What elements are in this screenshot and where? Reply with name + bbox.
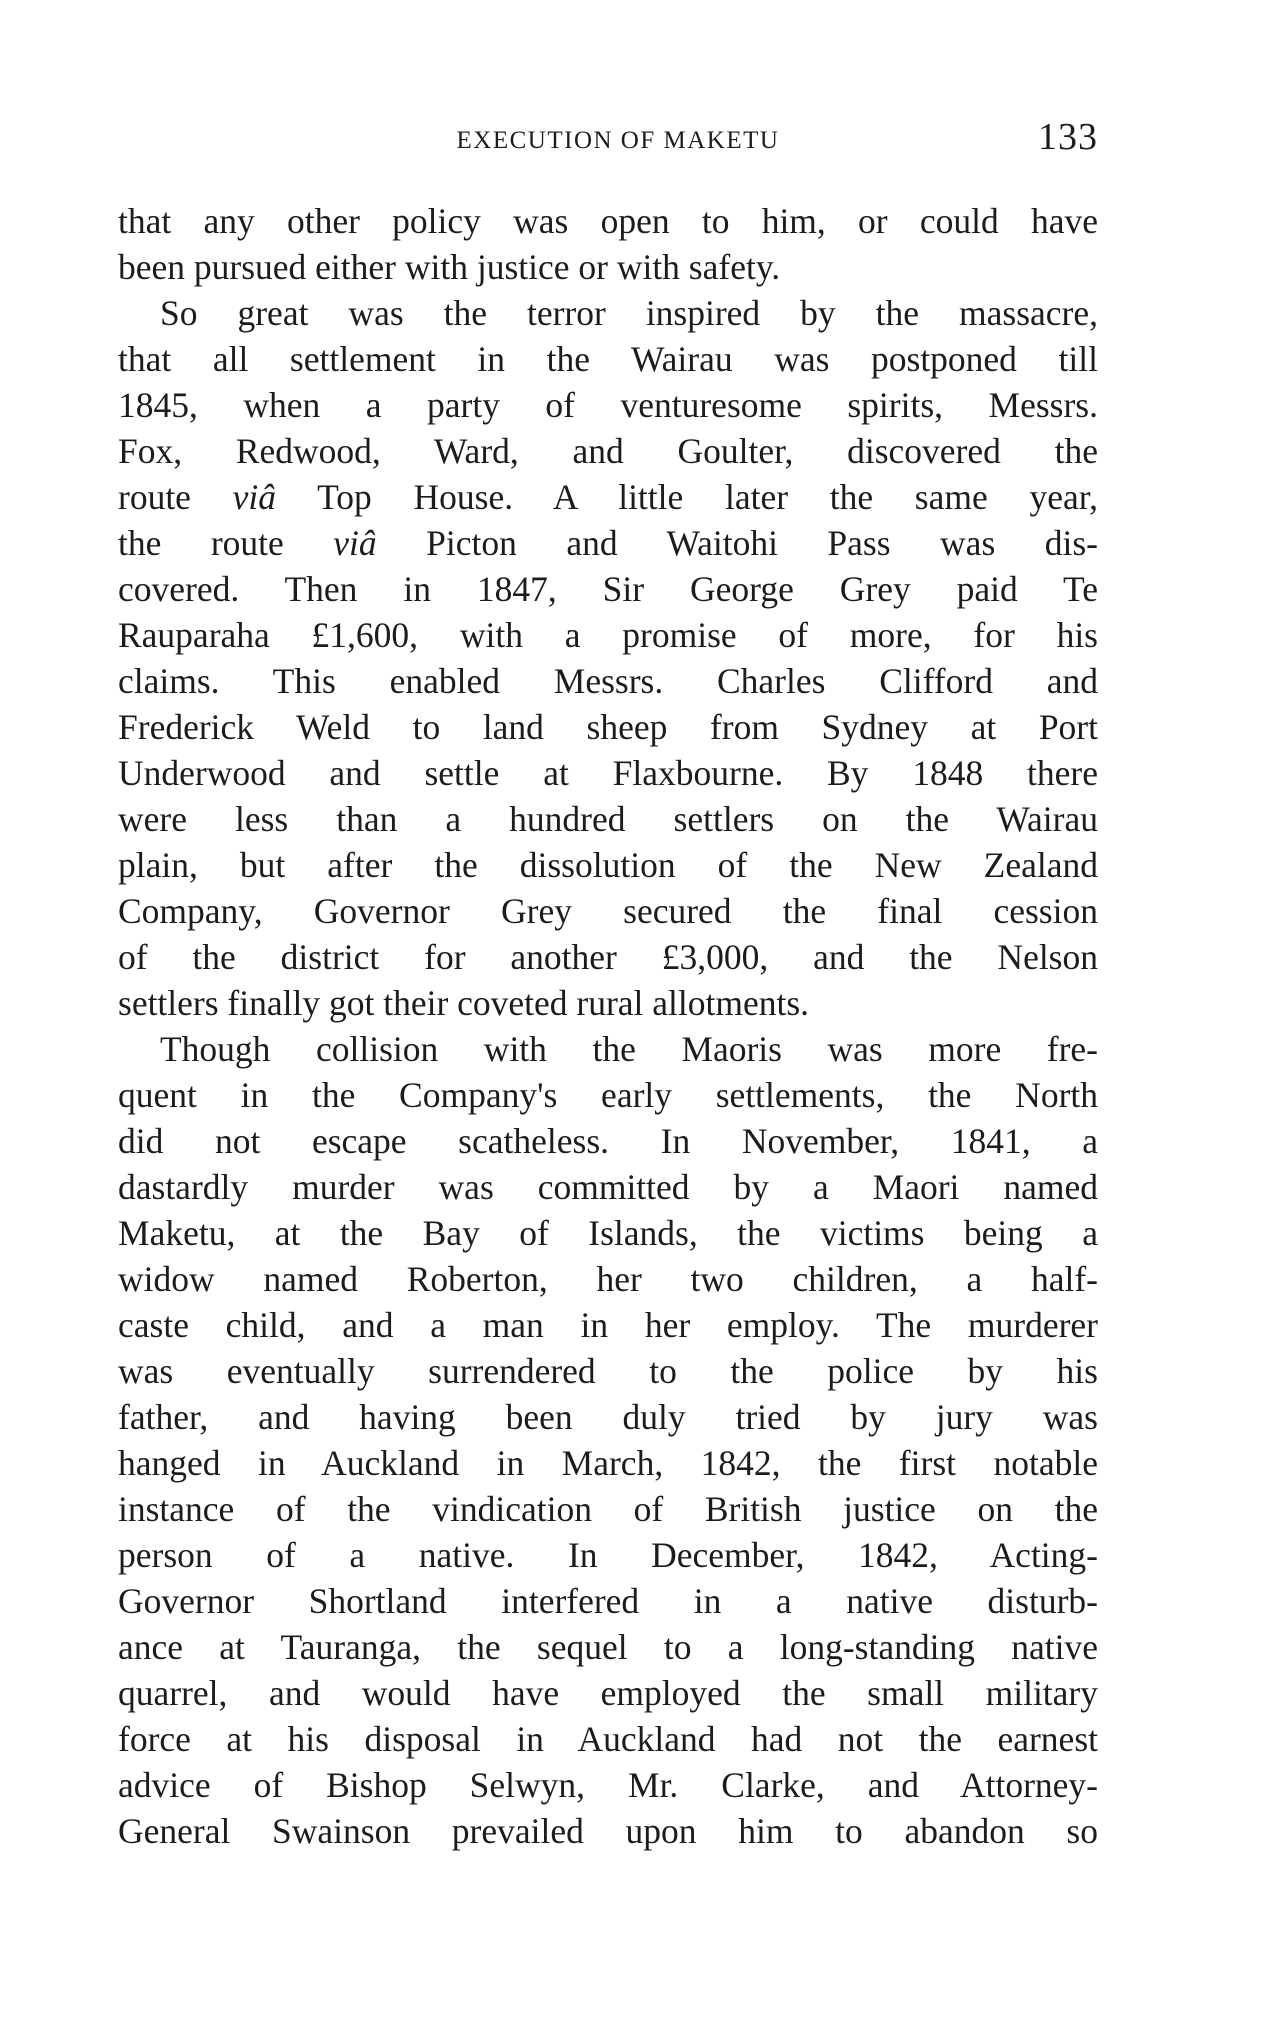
text-line: dastardly murder was committed by a Maori named <box>118 1167 1098 1207</box>
text-line: General Swainson prevailed upon him to abandon so <box>118 1811 1098 1851</box>
text-line: force at his disposal in Auckland had not the earnest <box>118 1719 1098 1759</box>
text-line: settlers finally got their coveted rural allotments. <box>118 983 810 1023</box>
text-line: quarrel, and would have employed the small military <box>118 1673 1098 1713</box>
body-text <box>118 198 1098 1854</box>
text-line: Company, Governor Grey secured the final cession <box>118 891 1098 931</box>
text-line: Rauparaha £1,600, with a promise of more, for his <box>118 615 1098 655</box>
text-line: route viâ Top House. A little later the same year, <box>118 477 1098 517</box>
text-line: hanged in Auckland in March, 1842, the first notable <box>118 1443 1098 1483</box>
text-line: covered. Then in 1847, Sir George Grey paid Te <box>118 569 1098 609</box>
text-line: Though collision with the Maoris was more fre- <box>160 1029 1098 1069</box>
text-line: been pursued either with justice or with safety. <box>118 247 781 287</box>
text-line: advice of Bishop Selwyn, Mr. Clarke, and Attorney- <box>118 1765 1098 1805</box>
text-line: 1845, when a party of venturesome spirits, Messrs. <box>118 385 1098 425</box>
text-line: Fox, Redwood, Ward, and Goulter, discovered the <box>118 431 1098 471</box>
text-line: plain, but after the dissolution of the New Zealand <box>118 845 1098 885</box>
text-line: did not escape scatheless. In November, 1841, a <box>118 1121 1098 1161</box>
text-line: Maketu, at the Bay of Islands, the victims being a <box>118 1213 1098 1253</box>
text-line: caste child, and a man in her employ. The murderer <box>118 1305 1098 1345</box>
text-line: person of a native. In December, 1842, Acting- <box>118 1535 1098 1575</box>
text-line: ance at Tauranga, the sequel to a long-standing native <box>118 1627 1098 1667</box>
text-line: Frederick Weld to land sheep from Sydney at Port <box>118 707 1098 747</box>
text-line: Underwood and settle at Flaxbourne. By 1848 there <box>118 753 1098 793</box>
text-line: quent in the Company's early settlements, the North <box>118 1075 1098 1115</box>
text-line: father, and having been duly tried by jury was <box>118 1397 1098 1437</box>
running-head <box>118 118 1098 166</box>
text-line: claims. This enabled Messrs. Charles Clifford and <box>118 661 1098 701</box>
text-line: were less than a hundred settlers on the Wairau <box>118 799 1098 839</box>
text-line: So great was the terror inspired by the massacre, <box>160 293 1098 333</box>
text-line: was eventually surrendered to the police by his <box>118 1351 1098 1391</box>
running-title: EXECUTION OF MAKETU <box>456 127 780 154</box>
text-line: that any other policy was open to him, or could have <box>118 201 1098 241</box>
text-line: widow named Roberton, her two children, a half- <box>118 1259 1098 1299</box>
text-line: instance of the vindication of British justice on the <box>118 1489 1098 1529</box>
text-line: Governor Shortland interfered in a native disturb- <box>118 1581 1098 1621</box>
text-line: the route viâ Picton and Waitohi Pass was dis- <box>118 523 1098 563</box>
page-number: 133 <box>1038 116 1098 158</box>
text-line: that all settlement in the Wairau was postponed till <box>118 339 1098 379</box>
text-line: of the district for another £3,000, and the Nelson <box>118 937 1098 977</box>
